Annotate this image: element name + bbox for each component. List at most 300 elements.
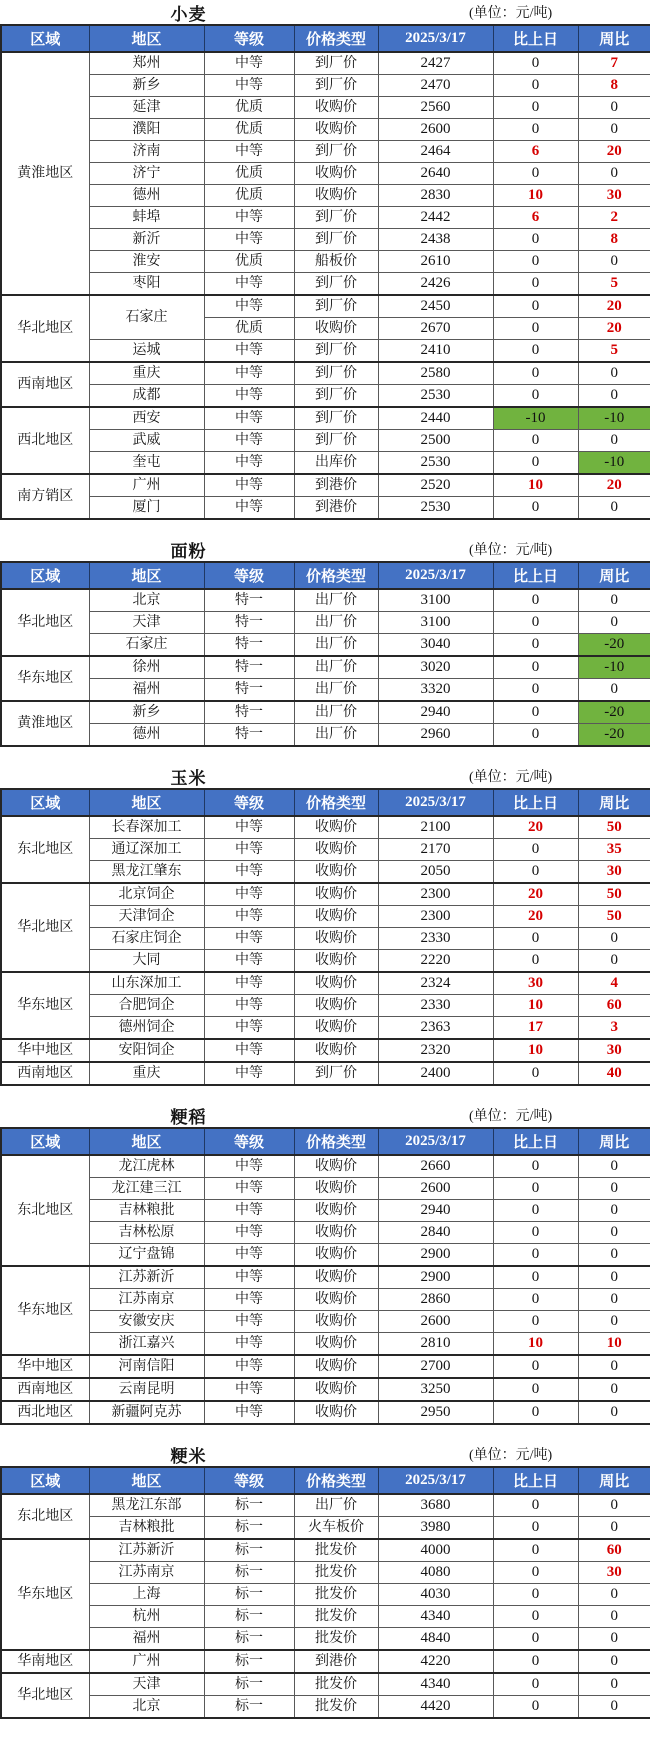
- weekly-change-cell: 0: [578, 119, 650, 141]
- col-header-3: 价格类型: [294, 1128, 378, 1155]
- price-type-cell: 收购价: [294, 318, 378, 340]
- area-cell: 江苏新沂: [89, 1539, 204, 1562]
- price-cell: 3100: [378, 612, 493, 634]
- grade-cell: 优质: [204, 251, 294, 273]
- weekly-change-cell: 0: [578, 1696, 650, 1719]
- region-cell: 华中地区: [1, 1355, 89, 1378]
- table-row: [1, 207, 650, 229]
- region-cell: 西南地区: [1, 1062, 89, 1085]
- price-type-cell: 收购价: [294, 1289, 378, 1311]
- col-header-4: 2025/3/17: [378, 789, 493, 816]
- vs-prev-day-cell: 0: [493, 1539, 578, 1562]
- col-header-0: 区域: [1, 25, 89, 52]
- area-cell: 黑龙江东部: [89, 1494, 204, 1517]
- price-type-cell: 收购价: [294, 1155, 378, 1178]
- grade-cell: 中等: [204, 430, 294, 452]
- table-row: [1, 1494, 650, 1517]
- col-header-5: 比上日: [493, 1467, 578, 1494]
- table-row: [1, 883, 650, 906]
- price-cell: 2940: [378, 1200, 493, 1222]
- col-header-4: 2025/3/17: [378, 25, 493, 52]
- table-row: [1, 1562, 650, 1584]
- table-row: [1, 229, 650, 251]
- vs-prev-day-cell: 0: [493, 1355, 578, 1378]
- grade-cell: 中等: [204, 75, 294, 97]
- area-cell: 合肥饲企: [89, 995, 204, 1017]
- area-cell: 石家庄饲企: [89, 928, 204, 950]
- area-cell: 厦门: [89, 497, 204, 520]
- price-type-cell: 收购价: [294, 1333, 378, 1356]
- area-cell: 武威: [89, 430, 204, 452]
- vs-prev-day-cell: 10: [493, 1039, 578, 1062]
- flour-title: 面粉: [170, 541, 207, 561]
- price-cell: 2670: [378, 318, 493, 340]
- table-row: [1, 612, 650, 634]
- area-cell: 蚌埠: [89, 207, 204, 229]
- col-header-6: 周比: [578, 562, 650, 589]
- weekly-change-cell: 20: [578, 318, 650, 340]
- price-cell: 2400: [378, 1062, 493, 1085]
- grade-cell: 中等: [204, 1333, 294, 1356]
- price-type-cell: 收购价: [294, 185, 378, 207]
- area-cell: 枣阳: [89, 273, 204, 296]
- grade-cell: 中等: [204, 1244, 294, 1267]
- price-cell: 2960: [378, 724, 493, 747]
- weekly-change-cell: 0: [578, 163, 650, 185]
- table-row: [1, 295, 650, 318]
- region-cell: 华东地区: [1, 1539, 89, 1650]
- area-cell: 江苏新沂: [89, 1266, 204, 1289]
- price-type-cell: 收购价: [294, 1017, 378, 1040]
- price-type-cell: 收购价: [294, 1378, 378, 1401]
- table-row: [1, 1606, 650, 1628]
- vs-prev-day-cell: 0: [493, 1494, 578, 1517]
- weekly-change-cell: 0: [578, 589, 650, 612]
- weekly-change-cell: 35: [578, 839, 650, 861]
- region-cell: 华北地区: [1, 589, 89, 656]
- weekly-change-cell: -20: [578, 724, 650, 747]
- weekly-change-cell: 20: [578, 141, 650, 163]
- vs-prev-day-cell: 0: [493, 163, 578, 185]
- price-cell: 2500: [378, 430, 493, 452]
- price-cell: 2530: [378, 385, 493, 408]
- table-row: [1, 452, 650, 475]
- col-header-0: 区域: [1, 789, 89, 816]
- table-row: [1, 1311, 650, 1333]
- price-cell: 2600: [378, 119, 493, 141]
- weekly-change-cell: 0: [578, 1289, 650, 1311]
- grade-cell: 优质: [204, 318, 294, 340]
- vs-prev-day-cell: 20: [493, 883, 578, 906]
- col-header-4: 2025/3/17: [378, 1128, 493, 1155]
- grade-cell: 中等: [204, 52, 294, 75]
- weekly-change-cell: 0: [578, 1378, 650, 1401]
- vs-prev-day-cell: 0: [493, 724, 578, 747]
- grade-cell: 标一: [204, 1562, 294, 1584]
- table-row: [1, 724, 650, 747]
- area-cell: 成都: [89, 385, 204, 408]
- area-cell: 安阳饲企: [89, 1039, 204, 1062]
- weekly-change-cell: 0: [578, 679, 650, 702]
- price-type-cell: 收购价: [294, 1311, 378, 1333]
- grade-cell: 优质: [204, 119, 294, 141]
- table-row: [1, 273, 650, 296]
- region-cell: 华北地区: [1, 295, 89, 362]
- grade-cell: 中等: [204, 1062, 294, 1085]
- table-row: [1, 1401, 650, 1424]
- area-cell: 西安: [89, 407, 204, 430]
- col-header-5: 比上日: [493, 25, 578, 52]
- vs-prev-day-cell: 0: [493, 1200, 578, 1222]
- vs-prev-day-cell: 0: [493, 1650, 578, 1673]
- area-cell: 石家庄: [89, 634, 204, 657]
- weekly-change-cell: 30: [578, 1039, 650, 1062]
- grade-cell: 中等: [204, 1289, 294, 1311]
- grade-cell: 中等: [204, 474, 294, 497]
- vs-prev-day-cell: 30: [493, 972, 578, 995]
- table-row: [1, 1333, 650, 1356]
- price-type-cell: 收购价: [294, 883, 378, 906]
- wheat-unit-label: (单位：元/吨): [469, 6, 553, 21]
- area-cell: 吉林粮批: [89, 1517, 204, 1540]
- price-table-section-japonica-rice: [0, 1442, 650, 1719]
- price-type-cell: 收购价: [294, 1401, 378, 1424]
- weekly-change-cell: 40: [578, 1062, 650, 1085]
- grade-cell: 优质: [204, 163, 294, 185]
- price-type-cell: 到厂价: [294, 1062, 378, 1085]
- price-cell: 2450: [378, 295, 493, 318]
- table-row: [1, 119, 650, 141]
- table-row: [1, 251, 650, 273]
- price-cell: 2100: [378, 816, 493, 839]
- area-cell: 淮安: [89, 251, 204, 273]
- vs-prev-day-cell: 0: [493, 1673, 578, 1696]
- col-header-4: 2025/3/17: [378, 562, 493, 589]
- vs-prev-day-cell: 0: [493, 452, 578, 475]
- table-row: [1, 141, 650, 163]
- area-cell: 新乡: [89, 701, 204, 724]
- table-row: [1, 1696, 650, 1719]
- area-cell: 新疆阿克苏: [89, 1401, 204, 1424]
- area-cell: 濮阳: [89, 119, 204, 141]
- price-type-cell: 批发价: [294, 1606, 378, 1628]
- price-type-cell: 收购价: [294, 839, 378, 861]
- weekly-change-cell: 4: [578, 972, 650, 995]
- col-header-3: 价格类型: [294, 1467, 378, 1494]
- table-row: [1, 1673, 650, 1696]
- vs-prev-day-cell: 0: [493, 497, 578, 520]
- area-cell: 天津: [89, 1673, 204, 1696]
- flour-unit-label: (单位：元/吨): [469, 543, 553, 558]
- region-cell: 黄淮地区: [1, 52, 89, 295]
- area-cell: 北京饲企: [89, 883, 204, 906]
- weekly-change-cell: 0: [578, 362, 650, 385]
- vs-prev-day-cell: 0: [493, 1222, 578, 1244]
- grade-cell: 中等: [204, 1311, 294, 1333]
- region-cell: 西南地区: [1, 1378, 89, 1401]
- grade-cell: 标一: [204, 1673, 294, 1696]
- table-row: [1, 1355, 650, 1378]
- price-cell: 2660: [378, 1155, 493, 1178]
- price-cell: 2860: [378, 1289, 493, 1311]
- price-type-cell: 出厂价: [294, 1494, 378, 1517]
- table-row: [1, 1155, 650, 1178]
- price-cell: 2427: [378, 52, 493, 75]
- weekly-change-cell: 3: [578, 1017, 650, 1040]
- price-cell: 3680: [378, 1494, 493, 1517]
- vs-prev-day-cell: 0: [493, 295, 578, 318]
- region-cell: 黄淮地区: [1, 701, 89, 746]
- price-type-cell: 收购价: [294, 950, 378, 973]
- grade-cell: 特一: [204, 679, 294, 702]
- price-type-cell: 火车板价: [294, 1517, 378, 1540]
- area-cell: 德州: [89, 724, 204, 747]
- price-type-cell: 出厂价: [294, 589, 378, 612]
- grade-cell: 中等: [204, 906, 294, 928]
- price-cell: 3100: [378, 589, 493, 612]
- price-cell: 2410: [378, 340, 493, 363]
- table-row: [1, 1650, 650, 1673]
- grade-cell: 中等: [204, 295, 294, 318]
- weekly-change-cell: 2: [578, 207, 650, 229]
- vs-prev-day-cell: 0: [493, 1289, 578, 1311]
- area-cell: 黑龙江肇东: [89, 861, 204, 884]
- weekly-change-cell: 30: [578, 185, 650, 207]
- weekly-change-cell: 20: [578, 474, 650, 497]
- weekly-change-cell: -20: [578, 701, 650, 724]
- table-row: [1, 995, 650, 1017]
- price-type-cell: 收购价: [294, 1355, 378, 1378]
- col-header-6: 周比: [578, 25, 650, 52]
- price-type-cell: 到厂价: [294, 430, 378, 452]
- vs-prev-day-cell: 0: [493, 229, 578, 251]
- price-cell: 2530: [378, 452, 493, 475]
- price-cell: 4420: [378, 1696, 493, 1719]
- price-table-section-wheat: [0, 0, 650, 520]
- vs-prev-day-cell: 0: [493, 861, 578, 884]
- grade-cell: 中等: [204, 1266, 294, 1289]
- vs-prev-day-cell: 0: [493, 656, 578, 679]
- table-row: [1, 1200, 650, 1222]
- weekly-change-cell: 8: [578, 75, 650, 97]
- vs-prev-day-cell: 0: [493, 340, 578, 363]
- table-row: [1, 1289, 650, 1311]
- table-row: [1, 97, 650, 119]
- col-header-6: 周比: [578, 1467, 650, 1494]
- wheat-table: [0, 24, 650, 520]
- japonica-paddy-title: 粳稻: [170, 1107, 207, 1127]
- region-cell: 南方销区: [1, 474, 89, 519]
- vs-prev-day-cell: 0: [493, 1401, 578, 1424]
- grade-cell: 标一: [204, 1584, 294, 1606]
- price-cell: 2830: [378, 185, 493, 207]
- price-cell: 3980: [378, 1517, 493, 1540]
- area-cell: 安徽安庆: [89, 1311, 204, 1333]
- wheat-title-row: [0, 0, 650, 24]
- price-type-cell: 收购价: [294, 972, 378, 995]
- col-header-2: 等级: [204, 562, 294, 589]
- grade-cell: 特一: [204, 701, 294, 724]
- area-cell: 新沂: [89, 229, 204, 251]
- price-type-cell: 收购价: [294, 1200, 378, 1222]
- grade-cell: 中等: [204, 141, 294, 163]
- grade-cell: 中等: [204, 407, 294, 430]
- table-row: [1, 430, 650, 452]
- weekly-change-cell: 5: [578, 273, 650, 296]
- price-type-cell: 批发价: [294, 1584, 378, 1606]
- weekly-change-cell: -10: [578, 452, 650, 475]
- grade-cell: 标一: [204, 1696, 294, 1719]
- price-cell: 4000: [378, 1539, 493, 1562]
- japonica-rice-table: [0, 1466, 650, 1719]
- weekly-change-cell: 0: [578, 497, 650, 520]
- table-row: [1, 1178, 650, 1200]
- vs-prev-day-cell: 0: [493, 1562, 578, 1584]
- price-type-cell: 出厂价: [294, 634, 378, 657]
- grade-cell: 中等: [204, 816, 294, 839]
- table-row: [1, 497, 650, 520]
- area-cell: 云南昆明: [89, 1378, 204, 1401]
- area-cell: 大同: [89, 950, 204, 973]
- price-cell: 2840: [378, 1222, 493, 1244]
- weekly-change-cell: 0: [578, 1628, 650, 1651]
- table-row: [1, 407, 650, 430]
- price-cell: 2426: [378, 273, 493, 296]
- price-type-cell: 到港价: [294, 1650, 378, 1673]
- price-cell: 2560: [378, 97, 493, 119]
- price-type-cell: 到厂价: [294, 52, 378, 75]
- grade-cell: 中等: [204, 1039, 294, 1062]
- area-cell: 新乡: [89, 75, 204, 97]
- price-cell: 2440: [378, 407, 493, 430]
- vs-prev-day-cell: 0: [493, 1155, 578, 1178]
- price-cell: 2363: [378, 1017, 493, 1040]
- table-row: [1, 1584, 650, 1606]
- vs-prev-day-cell: 0: [493, 1266, 578, 1289]
- grade-cell: 中等: [204, 497, 294, 520]
- japonica-rice-title-row: [0, 1442, 650, 1466]
- price-cell: 2300: [378, 906, 493, 928]
- table-row: [1, 634, 650, 657]
- weekly-change-cell: 0: [578, 1155, 650, 1178]
- table-row: [1, 163, 650, 185]
- japonica-paddy-unit-label: (单位：元/吨): [469, 1109, 553, 1124]
- area-cell: 天津饲企: [89, 906, 204, 928]
- vs-prev-day-cell: 10: [493, 995, 578, 1017]
- area-cell: 济南: [89, 141, 204, 163]
- vs-prev-day-cell: 6: [493, 141, 578, 163]
- vs-prev-day-cell: -10: [493, 407, 578, 430]
- grade-cell: 特一: [204, 589, 294, 612]
- price-type-cell: 到厂价: [294, 141, 378, 163]
- price-type-cell: 批发价: [294, 1539, 378, 1562]
- table-row: [1, 656, 650, 679]
- area-cell: 运城: [89, 340, 204, 363]
- vs-prev-day-cell: 0: [493, 318, 578, 340]
- table-row: [1, 1539, 650, 1562]
- weekly-change-cell: 0: [578, 1401, 650, 1424]
- table-row: [1, 1039, 650, 1062]
- price-cell: 2810: [378, 1333, 493, 1356]
- japonica-paddy-title-row: [0, 1103, 650, 1127]
- vs-prev-day-cell: 0: [493, 362, 578, 385]
- region-cell: 华东地区: [1, 972, 89, 1039]
- area-cell: 天津: [89, 612, 204, 634]
- area-cell: 龙江建三江: [89, 1178, 204, 1200]
- vs-prev-day-cell: 10: [493, 185, 578, 207]
- header-row: [1, 789, 650, 816]
- area-cell: 广州: [89, 474, 204, 497]
- weekly-change-cell: 0: [578, 1200, 650, 1222]
- price-cell: 3320: [378, 679, 493, 702]
- weekly-change-cell: -10: [578, 656, 650, 679]
- grade-cell: 中等: [204, 1017, 294, 1040]
- weekly-change-cell: 50: [578, 883, 650, 906]
- region-cell: 东北地区: [1, 1494, 89, 1539]
- table-row: [1, 701, 650, 724]
- table-row: [1, 52, 650, 75]
- area-cell: 奎屯: [89, 452, 204, 475]
- flour-title-row: [0, 537, 650, 561]
- header-row: [1, 1467, 650, 1494]
- price-cell: 2600: [378, 1311, 493, 1333]
- region-cell: 华北地区: [1, 883, 89, 972]
- price-cell: 4080: [378, 1562, 493, 1584]
- price-type-cell: 收购价: [294, 163, 378, 185]
- price-cell: 2580: [378, 362, 493, 385]
- table-row: [1, 906, 650, 928]
- price-table-section-japonica-paddy: [0, 1103, 650, 1425]
- price-cell: 2900: [378, 1244, 493, 1267]
- area-cell: 北京: [89, 589, 204, 612]
- weekly-change-cell: 0: [578, 1606, 650, 1628]
- table-row: [1, 972, 650, 995]
- vs-prev-day-cell: 0: [493, 1378, 578, 1401]
- grade-cell: 特一: [204, 612, 294, 634]
- price-table-section-flour: [0, 537, 650, 747]
- area-cell: 通辽深加工: [89, 839, 204, 861]
- weekly-change-cell: 60: [578, 995, 650, 1017]
- vs-prev-day-cell: 0: [493, 928, 578, 950]
- price-cell: 2330: [378, 995, 493, 1017]
- grade-cell: 特一: [204, 724, 294, 747]
- col-header-2: 等级: [204, 1128, 294, 1155]
- price-cell: 3250: [378, 1378, 493, 1401]
- price-type-cell: 到厂价: [294, 229, 378, 251]
- vs-prev-day-cell: 0: [493, 1606, 578, 1628]
- area-cell: 德州: [89, 185, 204, 207]
- weekly-change-cell: 60: [578, 1539, 650, 1562]
- vs-prev-day-cell: 20: [493, 906, 578, 928]
- price-type-cell: 出厂价: [294, 612, 378, 634]
- weekly-change-cell: 0: [578, 251, 650, 273]
- grade-cell: 特一: [204, 656, 294, 679]
- col-header-0: 区域: [1, 1128, 89, 1155]
- price-type-cell: 收购价: [294, 928, 378, 950]
- weekly-change-cell: 0: [578, 1178, 650, 1200]
- price-type-cell: 收购价: [294, 1266, 378, 1289]
- col-header-1: 地区: [89, 1467, 204, 1494]
- flour-table: [0, 561, 650, 747]
- region-cell: 西北地区: [1, 407, 89, 474]
- grade-cell: 标一: [204, 1517, 294, 1540]
- weekly-change-cell: 30: [578, 861, 650, 884]
- area-cell: 吉林松原: [89, 1222, 204, 1244]
- weekly-change-cell: 8: [578, 229, 650, 251]
- col-header-5: 比上日: [493, 1128, 578, 1155]
- grade-cell: 中等: [204, 928, 294, 950]
- grade-cell: 中等: [204, 207, 294, 229]
